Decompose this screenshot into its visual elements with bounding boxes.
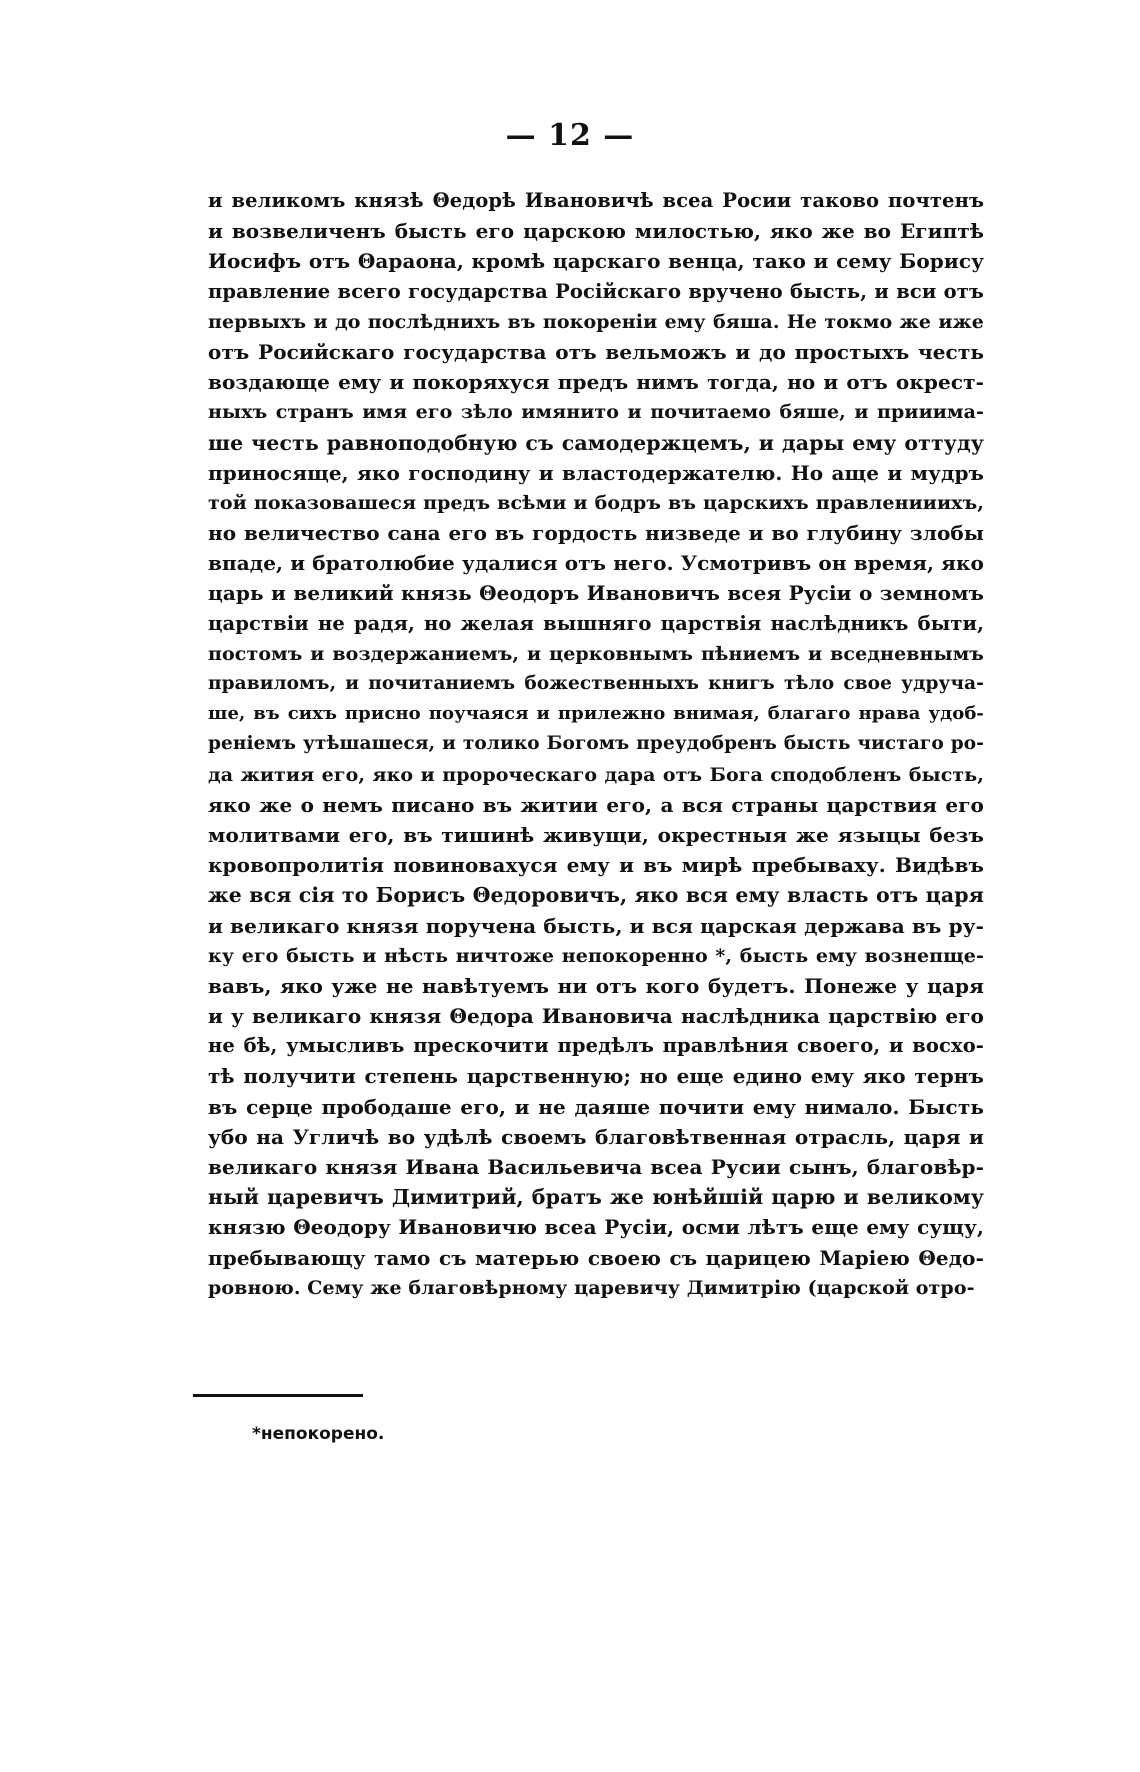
- text-line: Иосифъ отъ Θараона, кромѣ царскаго венца, тако и сему Борису: [208, 249, 984, 274]
- footnote-divider: [193, 1394, 363, 1397]
- text-line: впаде, и братолюбие удалися отъ него. Усмотривъ он время, яко: [208, 551, 984, 576]
- text-line: да жития его, яко и пророческаго дара отъ Бога сподобленъ бысть,: [208, 763, 984, 786]
- text-line: и великаго князя поручена бысть, и вся царская держава въ ру-: [208, 913, 984, 938]
- text-line: правление всего государства Російскаго вручено бысть, и вси отъ: [208, 279, 984, 303]
- page-number: — 12 —: [505, 118, 635, 153]
- text-line: же вся сія то Борисъ Θедоровичъ, яко вся ему власть отъ царя: [208, 883, 984, 908]
- text-line: вавъ, яко уже не навѣтуемъ ни отъ кого будетъ. Понеже у царя: [208, 973, 984, 998]
- footnote: *непокорено.: [252, 1424, 385, 1444]
- text-line: но величество сана его въ гордость низведе и во глубину злобы: [208, 521, 984, 546]
- text-line: реніемъ утѣшашеся, и толико Богомъ преудобренъ бысть чистаго ро-: [208, 733, 984, 755]
- text-line: молитвами его, въ тишинѣ живущи, окрестныя же языцы безъ: [208, 822, 984, 847]
- text-line: царь и великий князь Θеодоръ Ивановичъ всея Русіи о земномъ: [208, 581, 984, 606]
- text-line: ровною. Сему же благовѣрному царевичу Димитрію (царской отро-: [208, 1276, 975, 1299]
- text-line: великаго князя Ивана Васильевича всеа Русии сынъ, благовѣр-: [208, 1155, 984, 1179]
- text-line: и великомъ князѣ Θедорѣ Ивановичѣ всеа Росии таково почтенъ: [208, 189, 984, 212]
- text-line: ше, въ сихъ присно поучаяся и прилежно внимая, благаго нрава удоб-: [208, 703, 984, 725]
- text-line: и возвеличенъ бысть его царскою милостью, яко же во Египтѣ: [208, 219, 984, 244]
- text-line: въ серце прободаше его, и не даяше почити ему нимало. Бысть: [208, 1094, 984, 1119]
- text-line: убо на Угличѣ во удѣлѣ своемъ благовѣтвенная отрасль, царя и: [208, 1124, 984, 1149]
- text-line: воздающе ему и покоряхуся предъ нимъ тогда, но и отъ окрест-: [208, 370, 984, 395]
- text-line: ку его бысть и нѣсть ничтоже непокоренно *, бысть ему вознепще-: [208, 944, 984, 967]
- text-line: тѣ получити степень царственную; но еще едино ему яко тернъ: [208, 1064, 984, 1089]
- body-text: [208, 186, 984, 1303]
- text-line: правиломъ, и почитаниемъ божественныхъ книгъ тѣло свое удруча-: [208, 673, 984, 694]
- text-line: ше честь равноподобную съ самодержцемъ, и дары ему оттуду: [208, 430, 984, 455]
- text-line: первыхъ и до послѣднихъ въ покореніи ему бяша. Не токмо же иже: [208, 310, 984, 333]
- text-line: постомъ и воздержаниемъ, и церковнымъ пѣниемъ и вседневнымъ: [208, 642, 984, 665]
- text-line: той показовашеся предъ всѣми и бодръ въ царскихъ правленииихъ,: [208, 491, 984, 514]
- text-line: отъ Росийскаго государства отъ вельможъ и до простыхъ честь: [208, 339, 984, 364]
- text-line: и у великаго князя Θедора Ивановича наслѣдника царствію его: [208, 1004, 984, 1029]
- text-line: не бѣ, умысливъ прескочити предѣлъ правлѣния своего, и восхо-: [208, 1034, 984, 1058]
- text-line: пребывающу тамо съ матерью своею съ царицею Маріею Θедо-: [208, 1245, 984, 1270]
- text-line: ный царевичъ Димитрий, братъ же юнѣйшій царю и великому: [208, 1185, 984, 1210]
- text-line: князю Θеодору Ивановичю всеа Русіи, осми лѣтъ еще ему сущу,: [208, 1215, 984, 1240]
- text-line: кровопролитія повиновахуся ему и въ мирѣ пребываху. Видѣвъ: [208, 853, 984, 878]
- text-line: царствіи не радя, но желая вышняго царствія наслѣдникъ быти,: [208, 611, 984, 635]
- text-line: приносяще, яко господину и властодержателю. Но аще и мудръ: [208, 460, 984, 485]
- text-line: яко же о немъ писано въ житии его, а вся страны царствия его: [208, 792, 984, 817]
- text-line: ныхъ странъ имя его зѣло имянито и почитаемо бяше, и прииима-: [208, 401, 984, 424]
